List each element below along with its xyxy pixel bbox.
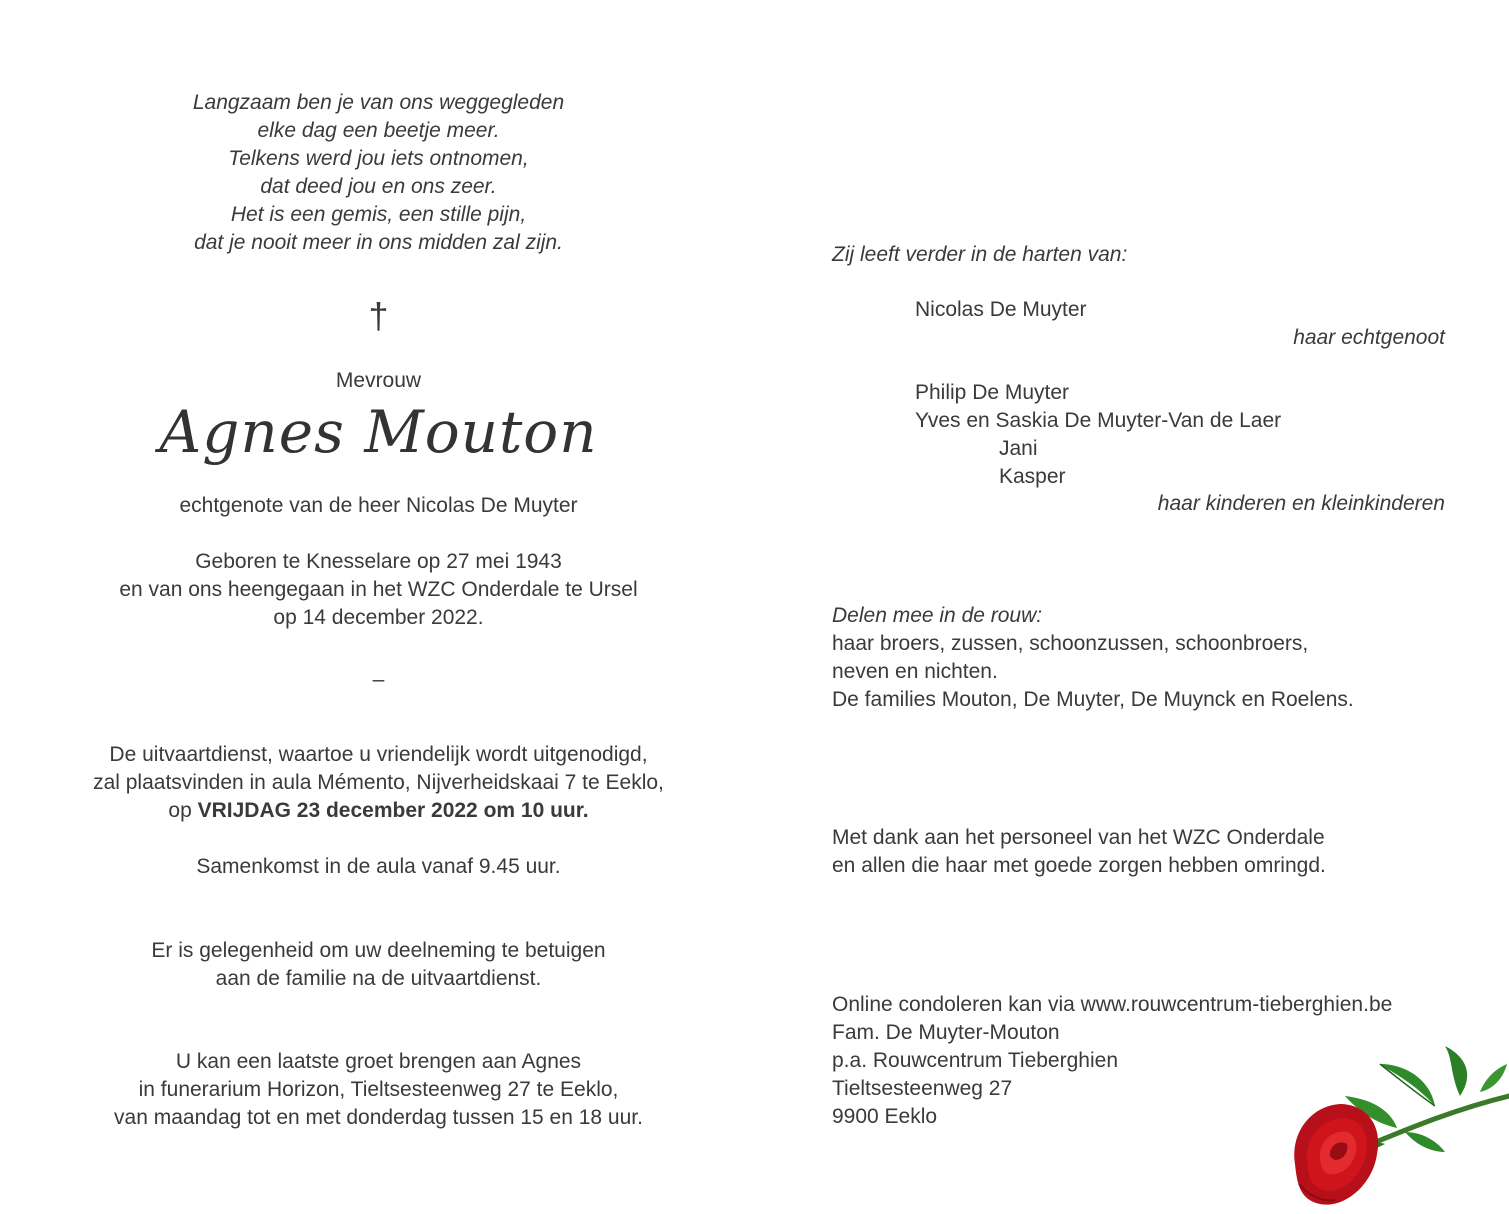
poem-line: Telkens werd jou iets ontnomen, bbox=[228, 147, 529, 170]
deceased-name: Agnes Mouton bbox=[159, 398, 598, 466]
family-member: Philip De Muyter bbox=[915, 381, 1070, 404]
visit-line: U kan een laatste groet brengen aan Agnes bbox=[175, 1050, 582, 1073]
service-line: zal plaatsvinden in aula Mémento, Nijverheidskaai 7 te Eeklo, bbox=[93, 771, 664, 794]
gathering-info: Samenkomst in de aula vanaf 9.45 uur. bbox=[196, 855, 561, 878]
cross-icon: † bbox=[368, 295, 389, 336]
rose-icon bbox=[1285, 1044, 1509, 1214]
online-condolence-line: Online condoleren kan via www.rouwcentrum-tieberghien.be bbox=[832, 993, 1393, 1016]
contact-line: Fam. De Muyter-Mouton bbox=[832, 1021, 1060, 1044]
family-group-spouse bbox=[915, 296, 1087, 324]
visitation-info bbox=[0, 1048, 757, 1132]
honorific: Mevrouw bbox=[335, 369, 422, 392]
mourn-heading: Delen mee in de rouw: bbox=[832, 604, 1043, 627]
mourn-line: haar broers, zussen, schoonzussen, schoonbroers, bbox=[832, 632, 1309, 655]
service-line: De uitvaartdienst, waartoe u vriendelijk wordt uitgenodigd, bbox=[109, 743, 648, 766]
funeral-service-info bbox=[0, 741, 757, 825]
poem bbox=[0, 89, 757, 257]
mourners-info bbox=[832, 602, 1354, 714]
visit-line: van maandag tot en met donderdag tussen 15 en 18 uur. bbox=[114, 1106, 643, 1129]
condolence-line: Er is gelegenheid om uw deelneming te betuigen bbox=[151, 939, 606, 962]
visit-line: in funerarium Horizon, Tieltsesteenweg 27 te Eeklo, bbox=[138, 1078, 619, 1101]
spouse-line: echtgenote van de heer Nicolas De Muyter bbox=[179, 494, 578, 517]
poem-line: elke dag een beetje meer. bbox=[257, 119, 500, 142]
separator: – bbox=[372, 668, 385, 691]
mourn-line: neven en nichten. bbox=[832, 660, 998, 683]
family-member: Yves en Saskia De Muyter-Van de Laer bbox=[915, 409, 1282, 432]
poem-line: Het is een gemis, een stille pijn, bbox=[230, 203, 527, 226]
service-date-prefix: op bbox=[168, 799, 198, 822]
death-date-line: op 14 december 2022. bbox=[273, 606, 484, 629]
grandchild: Jani bbox=[999, 437, 1038, 460]
contact-line: 9900 Eeklo bbox=[832, 1105, 938, 1128]
family-role: haar echtgenoot bbox=[1293, 326, 1445, 349]
service-date-line bbox=[0, 797, 757, 825]
poem-line: Langzaam ben je van ons weggegleden bbox=[192, 91, 565, 114]
poem-line: dat je nooit meer in ons midden zal zijn. bbox=[194, 231, 563, 254]
poem-line: dat deed jou en ons zeer. bbox=[260, 175, 497, 198]
service-date: VRIJDAG 23 december 2022 om 10 uur. bbox=[197, 799, 589, 822]
condolence-line: aan de familie na de uitvaartdienst. bbox=[215, 967, 542, 990]
birth-death-info bbox=[0, 548, 757, 632]
lives-on-heading: Zij leeft verder in de harten van: bbox=[832, 243, 1128, 266]
grandchild: Kasper bbox=[999, 465, 1066, 488]
family-group-children bbox=[915, 379, 1281, 491]
birth-line: Geboren te Knesselare op 27 mei 1943 bbox=[195, 550, 562, 573]
death-line: en van ons heengegaan in het WZC Onderdale te Ursel bbox=[119, 578, 638, 601]
contact-line: p.a. Rouwcentrum Tieberghien bbox=[832, 1049, 1118, 1072]
family-role: haar kinderen en kleinkinderen bbox=[1157, 492, 1445, 515]
contact-line: Tieltsesteenweg 27 bbox=[832, 1077, 1013, 1100]
thanks-info bbox=[832, 824, 1326, 880]
family-member: Nicolas De Muyter bbox=[915, 298, 1087, 321]
thanks-line: Met dank aan het personeel van het WZC Onderdale bbox=[832, 826, 1325, 849]
condolence-info bbox=[0, 937, 757, 993]
thanks-line: en allen die haar met goede zorgen hebben omringd. bbox=[832, 854, 1326, 877]
mourn-line: De families Mouton, De Muyter, De Muynck en Roelens. bbox=[832, 688, 1354, 711]
